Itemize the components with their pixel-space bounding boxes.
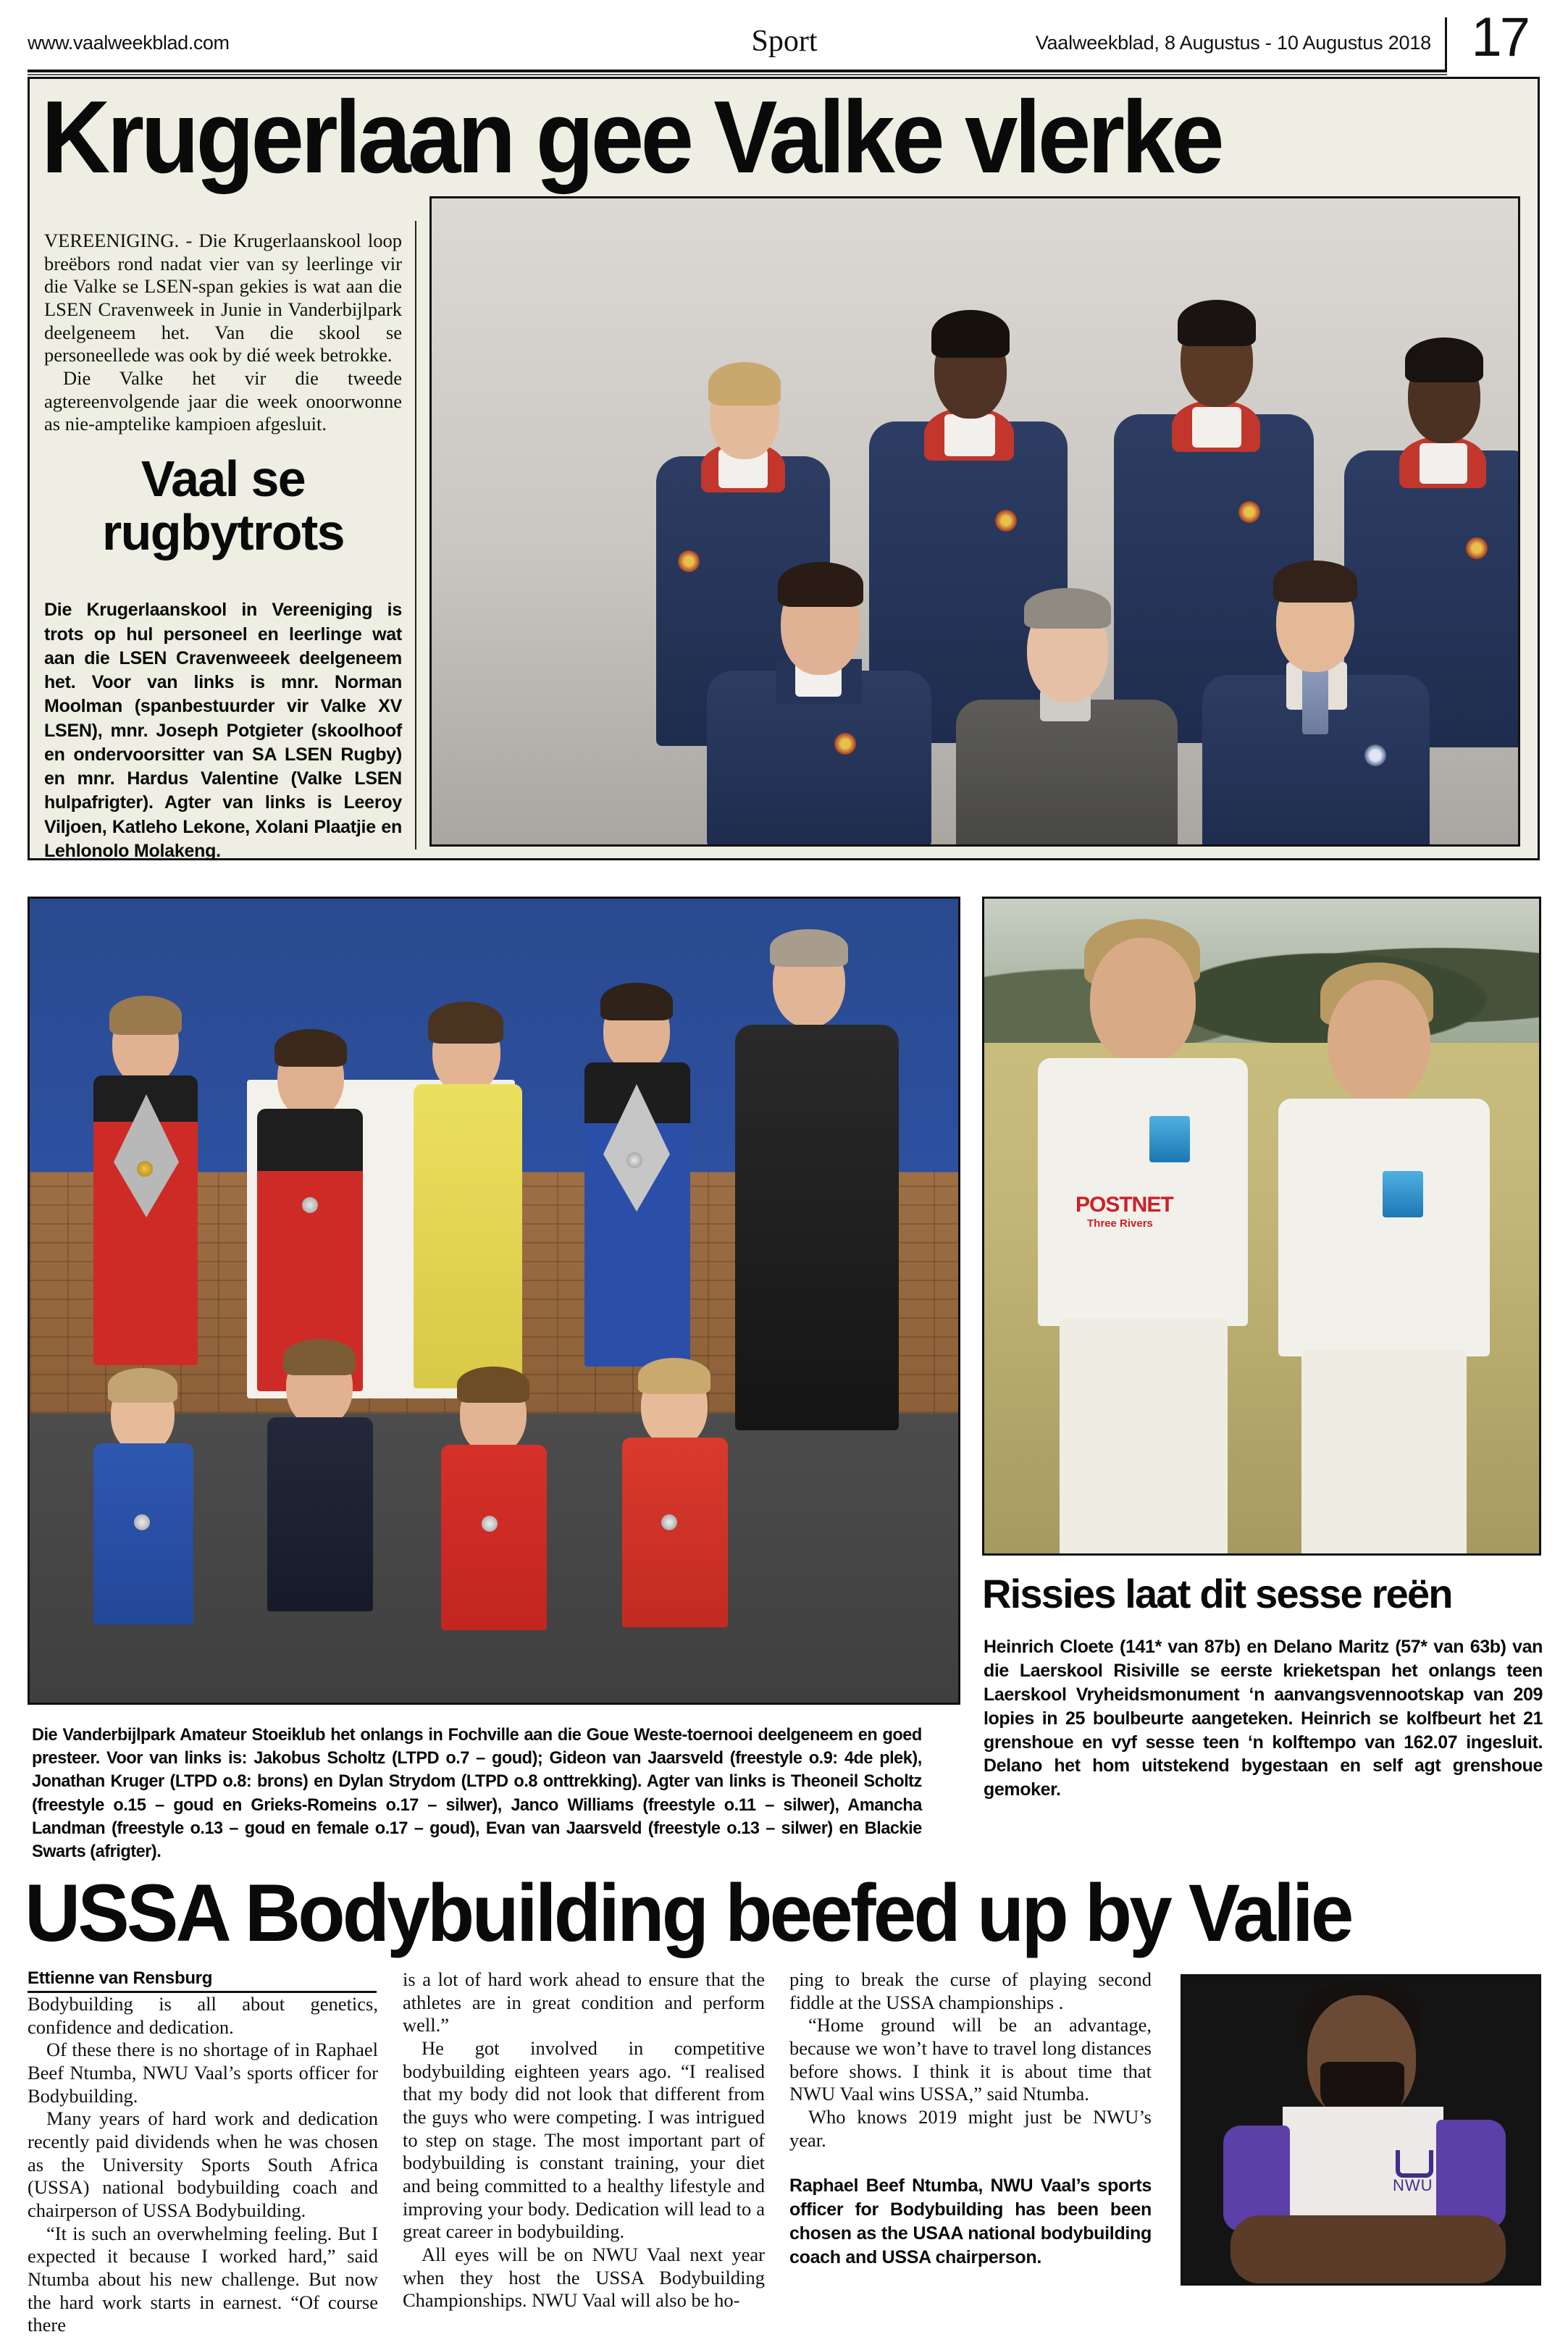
bb-c2-p3: All eyes will be on NWU Vaal next year when they host the USSA Bodybuilding Championships. NWU Vaal will also be ho- — [403, 2243, 765, 2312]
wrestler-front-2 — [247, 1333, 399, 1674]
bb-c3-p2: “Home ground will be an advantage, because we won’t have to travel long distances before shows. I think it is about time that NWU Vaal wins USSA,” said Ntumba. — [789, 2014, 1152, 2105]
masthead — [28, 7, 1541, 68]
bodybuilder-folded-arms — [1230, 2215, 1506, 2283]
wrestler-front-1 — [73, 1362, 218, 1674]
cricket-photo — [982, 897, 1541, 1556]
rugby-subheadline-line1: Vaal se — [141, 450, 306, 507]
bodybuilder-photo — [1181, 1974, 1541, 2286]
nwu-logo-icon — [1396, 2150, 1433, 2178]
rugby-subheadline-line2: rugbytrots — [101, 504, 344, 561]
section-title: Sport — [751, 25, 818, 58]
bodybuilding-photo-caption: Raphael Beef Ntumba, NWU Vaal’s sports officer for Bodybuilding has been been chosen as the USAA national bodybuilding coach and USSA chairperson. — [789, 2176, 1152, 2267]
cricketer-left — [1020, 919, 1259, 1556]
cricket-club-badge-right — [1383, 1171, 1423, 1217]
cricket-club-badge-left — [1149, 1116, 1190, 1162]
masthead-rule-secondary — [28, 74, 1447, 75]
masthead-rule — [28, 70, 1447, 72]
column-divider — [415, 221, 416, 849]
rugby-lead-paragraph-2: Die Valke het vir die tweede agtereenvolgende jaar die week onoorwonne as nie-amptelike kampioen afgesluit. — [44, 366, 402, 435]
bb-c3-p1: ping to break the curse of playing second fiddle at the USSA championships . — [789, 1968, 1152, 2013]
wrestler-front-3 — [421, 1362, 573, 1681]
bb-c2-p2: He got involved in competitive bodybuilding eighteen years ago. “I realised that my body did not look that different from the guys who were competing. I was intrigued to step on stage. The most important part of bodybuilding is constant training, your diet and being committed to a healthy lifestyle and improving your body. Dedication will lead to a great career in bodybuilding. — [403, 2036, 765, 2243]
rugby-photo-caption: Die Krugerlaanskool in Vereeniging is trots op hul personeel en leerlinge wat aan die LSEN Cravenweeek deelgeneem het. Voor van links is mnr. Norman Moolman (spanbestuurder vir Valke XV LSEN), mnr. Joseph Potgieter (skoolhoof en ondervoorsitter van SA LSEN Rugby) en mnr. Hardus Valentine (Valke LSEN hulpafrigter). Agter van links is Leeroy Viljoen, Katleho Lekone, Xolani Plaatjie en Lehlonolo Molakeng. — [44, 600, 402, 861]
bodybuilding-byline-block — [28, 1968, 377, 1993]
issue-date: Vaalweekblad, 8 Augustus - 10 Augustus 2018 — [1035, 32, 1431, 54]
postnet-sponsor-subtext: Three Rivers — [1087, 1217, 1153, 1230]
bb-c3-p3: Who knows 2019 might just be NWU’s year. — [789, 2105, 1152, 2151]
story-rugby — [28, 77, 1540, 860]
masthead-divider — [1445, 17, 1447, 70]
bodybuilding-column-1 — [28, 1993, 378, 2337]
cricket-headline: Rissies laat dit sesse reën — [982, 1571, 1452, 1616]
bb-c1-p2: Of these there is no shortage of in Raphael Beef Ntumba, NWU Vaal’s sports officer for Bodybuilding. — [28, 2039, 378, 2107]
rugby-staff-front-3 — [1192, 540, 1438, 847]
cricketer-right — [1267, 962, 1506, 1556]
wrestling-team-photo — [28, 897, 960, 1705]
page-number: 17 — [1471, 7, 1528, 68]
wrestling-photo-caption: Die Vanderbijlpark Amateur Stoeiklub het onlangs in Fochville aan die Goue Weste-toernooi deelgeneem en goed presteer. Voor van links is: Jakobus Scholtz (LTPD o.7 – goud); Gideon van Jaarsveld (freestyle o.9: 4de plek), Jonathan Kruger (LTPD o.8: brons) en Dylan Strydom (LTPD o.8 onttrekking). Agter van links is Theoneil Scholtz (freestyle o.15 – goud en Grieks-Romeins o.17 – silwer), Janco Williams (freestyle o.11 – silwer), Amancha Landman (freestyle o.13 – goud en female o.17 – goud), Evan van Jaarsveld (freestyle o.13 – silwer) en Blackie Swarts (afrigter). — [32, 1725, 922, 1862]
website-url: www.vaalweekblad.com — [28, 32, 230, 54]
rugby-left-column — [44, 230, 402, 863]
nwu-logo-text: NWU — [1393, 2176, 1433, 2194]
bodybuilding-headline: USSA Bodybuilding beefed up by Valie — [25, 1868, 1351, 1958]
bb-c1-p3: Many years of hard work and dedication recently paid dividends when he was chosen as the University Sports South Africa (USSA) national bodybuilding coach and chairperson of USSA Bodybuilding. — [28, 2107, 378, 2221]
bodybuilder-sleeve-right — [1436, 2120, 1506, 2228]
bodybuilding-column-3 — [789, 1968, 1152, 2152]
rugby-headline: Krugerlaan gee Valke vlerke — [41, 80, 1221, 195]
rugby-team-photo — [429, 196, 1520, 847]
bb-c2-p1: is a lot of hard work ahead to ensure that the athletes are in great condition and perform well.” — [403, 1968, 765, 2036]
wrestler-front-4 — [602, 1354, 754, 1679]
bodybuilding-byline: Ettienne van Rensburg — [28, 1968, 213, 1988]
bb-c1-p1: Bodybuilding is all about genetics, confidence and dedication. — [28, 1993, 378, 2038]
rugby-staff-front-2 — [946, 574, 1185, 847]
rugby-staff-front-1 — [700, 543, 939, 847]
postnet-sponsor-text: POSTNET — [1076, 1193, 1173, 1217]
cricket-photo-caption: Heinrich Cloete (141* van 87b) en Delano Maritz (57* van 63b) van die Laerskool Risiville se eerste krieketspan het onlangs teen Laerskool Vryheidsmonument ‘n aanvangsvennootskap van 209 lopies in 25 boulbeurte aangeteken. Heinrich se kolfbeurt het 21 grenshoue en vyf sesse teen ‘n kolftempo van 162.07 ingesluit. Delano het hom uitstekend bygestaan en self agt grenshoue gemoker. — [984, 1637, 1543, 1800]
rugby-subheadline — [44, 452, 402, 559]
bodybuilding-column-2 — [403, 1968, 765, 2312]
bb-c1-p4: “It is such an overwhelming feeling. But I expected it because I worked hard,” said Ntumba about his new challenge. But now the hard work starts in earnest. “Of course there — [28, 2222, 378, 2336]
rugby-lead-paragraph-1: VEREENIGING. - Die Krugerlaanskool loop breëbors rond nadat vier van sy leerlinge vir die Valke se LSEN-span gekies is wat aan die LSEN Cravenweek in Junie in Vanderbijlpark deelgeneem het. Van die skool se personeellede was ook by dié week betrokke. — [44, 230, 402, 366]
